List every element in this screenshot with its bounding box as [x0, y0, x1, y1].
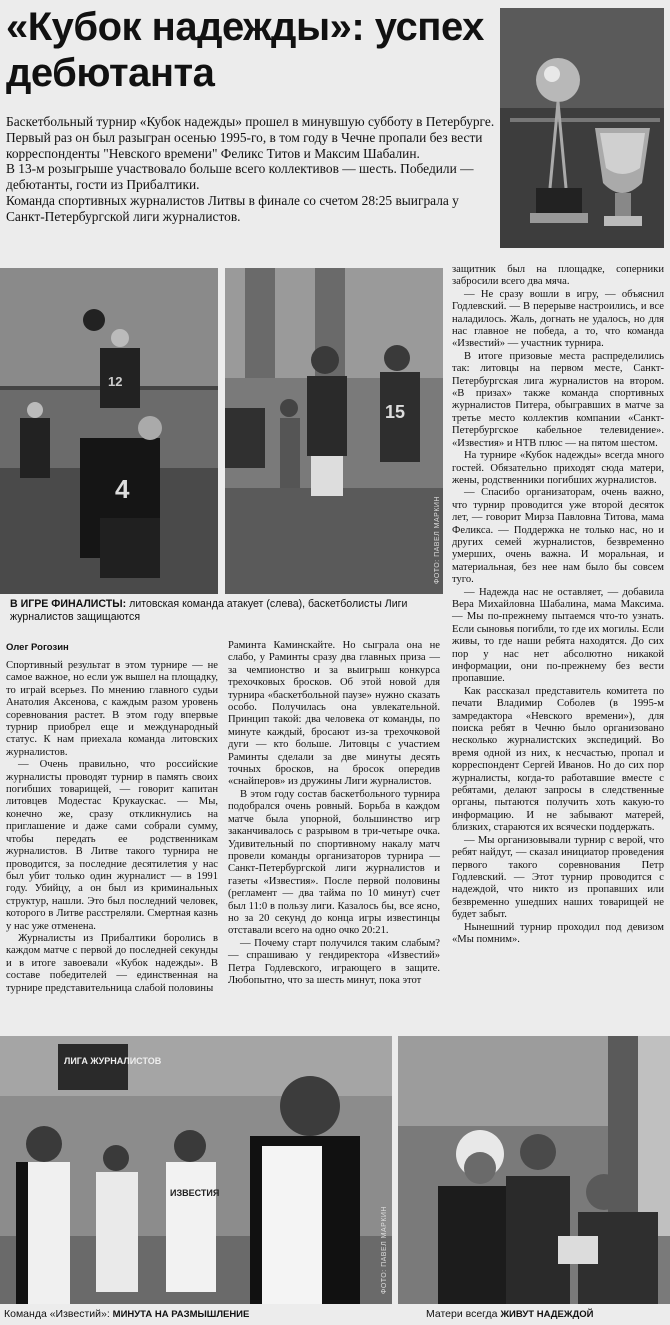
team-caption-highlight: МИНУТА НА РАЗМЫШЛЕНИЕ: [112, 1309, 250, 1320]
trophy-photo: [500, 8, 664, 248]
col2-para-2: В этом году состав баскетбольного турнира подобрался очень ровный. Борьба в каждом матче была упорной, большинство игр заканчивалось с разрывом в три-четыре очка. Удивительный по спортивному накалу матч провели команды организаторов турнира — Санкт-Петербургской лиги журналистов и газеты «Известия». После первой половины (регламент — два тайма по 10 минут) счет был 11:0 в пользу лиги. Казалось бы, все ясно, но за 20 секунд до конца игры известинцы отставали всего на одно очко 20:21.: [228, 788, 440, 937]
col3-para-2: — Не сразу вошли в игру, — объяснил Годлевский. — В перерыве настроились, и все наладилось. Жаль, догнать не удалось, но для нас главное не победа, а то, что команда «Известий» — участник турнира.: [452, 288, 664, 350]
banner-text: ЛИГА ЖУРНАЛИСТОВ: [64, 1056, 162, 1066]
lead-text-2: В 13-м розыгрыше участвовало больше всего коллективов — шесть. Победили — дебютанты, гости из Прибалтики.: [6, 161, 474, 193]
trophy-illustration: [500, 8, 664, 248]
caption-highlight: В ИГРЕ ФИНАЛИСТЫ:: [10, 598, 127, 610]
mothers-caption-highlight: ЖИВУТ НАДЕЖДОЙ: [500, 1309, 594, 1320]
col1-para-1: Спортивный результат в этом турнире — не самое важное, но если уж вышел на площадку, то играй всерьез. По мнению главного судьи Анатолия Аксенова, с каждым разом уровень соревнования растет. В этом году впервые турнир приобрел еще и международный статус. К нам приехала команда литовских журналистов.: [6, 660, 218, 758]
photo-caption: [10, 598, 440, 623]
mothers-photo-caption: [426, 1308, 593, 1320]
caption-text: литовская команда атакует (слева), баскетболисты Лиги журналистов защищаются: [10, 598, 408, 623]
byline: Олег Рогозин: [6, 642, 69, 653]
jersey-number-15: 15: [385, 402, 406, 422]
lead-text-1: Баскетбольный турнир «Кубок надежды» прошел в минувшую субботу в Петербурге. Первый раз он был разыгран осенью 1995-го, в том году в Чечне пропали без вести корреспонденты "Невского времени" Феликс Титов и Максим Шабалин.: [6, 114, 495, 161]
col3-para-9: Нынешний турнир проходил под девизом «Мы помним».: [452, 921, 664, 945]
col3-para-1: защитник был на площадке, соперники забросили всего два мяча.: [452, 264, 664, 288]
jersey-text: ИЗВЕСТИЯ: [170, 1188, 220, 1198]
headline: «Кубок надежды»: успех дебютанта: [6, 5, 484, 95]
col2-para-1: Раминта Каминскайте. Но сыграла она не слабо, у Раминты сразу два главных приза — за чемпионство и за выигрыш конкурса трехочковых бросков. Об этой новой для турнира «баскетбольной паузе» нужно сказать особо. Получилась она увлекательной. Принцип такой: два человека от команды, по минуте каждый, бросают из-за трехочковой дуги — кто больше. Литовцы с участием Раминты сделали за две минуты десять точных бросков, на бросок опередив «снайперов» из дружины Лиги журналистов.: [228, 640, 440, 788]
team-photo-caption: [4, 1308, 249, 1320]
team-photo: [0, 1036, 392, 1304]
basketball-photo-right: [225, 268, 443, 594]
col3-para-6: — Надежда нас не оставляет, — добавила Вера Михайловна Шабалина, мама Максима. — Мы по-прежнему пытаемся что-то узнать. Если сыновья погибли, то где их могилы. Если живы, то где наши ребята находятся. До сих пор у нас нет абсолютно никакой информации, они по-прежнему без вести пропавшие.: [452, 586, 664, 685]
team-caption-normal: Команда «Известий»:: [4, 1308, 110, 1320]
jersey-number-12: 12: [108, 374, 123, 389]
photo-credit: ФОТО: ПАВЕЛ МАРКИН: [434, 496, 441, 584]
article-column-1: [6, 660, 218, 995]
col3-para-8: — Мы организовывали турнир с верой, что ребят найдут, — сказал инициатор проведения первого такого соревнования Петр Годлевский. — Этот турнир проводится с надеждой, что никто из пропавших или безвременно ушедших наших товарищей не будет забыт.: [452, 834, 664, 921]
article-column-3: [452, 264, 664, 946]
jersey-number-4: 4: [115, 474, 130, 504]
col3-para-4: На турнире «Кубок надежды» всегда много гостей. Обязательно приходят сюда матери, жены, родственники погибших журналистов.: [452, 450, 664, 486]
lead-paragraph: [6, 114, 496, 225]
lead-text-3: Команда спортивных журналистов Литвы в финале со счетом 28:25 выиграла у Санкт-Петербургской лиги журналистов.: [6, 192, 459, 224]
article-column-2: [228, 640, 440, 987]
col1-para-2: — Очень правильно, что российские журналисты проводят турнир в память своих погибших товарищей, — говорит капитан литовцев Модестас Крукаускас. — Мы, конечно же, сразу откликнулись на приглашение и даже сами собрали сумму, чтобы передать ее родственникам журналистов. В Литве такого турнира не проводится, за последние десятилетия у нас был убит только один журналист — в 1991 году. Убийцу, а он был из криминальных структур, нашли. Это был последний человек, которого в Литве расстреляли. Смертная казнь у нас уже отменена.: [6, 759, 218, 932]
col3-para-7: Как рассказал представитель комитета по печати Владимир Соболев (в 1995-м замредактора «Невского времени»), для поиска ребят в Чечню было организовано несколько журналистских экспедиций. Во время одной из них, к несчастью, пропал и корреспондент Сергей Иванов. Но до сих пор журналисты, когда-то работавшие вместе с ребятами, делают запросы в следственные органы, пытаются получить хоть какую-то информацию. И не забывают матерей, близких, стараются их всячески поддержать.: [452, 685, 664, 834]
mothers-photo: [398, 1036, 670, 1304]
col2-para-3: — Почему старт получился таким слабым? — спрашиваю у гендиректора «Известий» Петра Годлевского, играющего в защите. Любопытно, что за шесть минут, пока этот: [228, 937, 440, 986]
col1-para-3: Журналисты из Прибалтики боролись в каждом матче с первой до последней секунды и в итоге завоевали «Кубок надежды». В составе победителей — единственная на турнире представительница слабой половины: [6, 932, 218, 994]
mothers-caption-normal: Матери всегда: [426, 1308, 498, 1320]
basketball-photo-left: [0, 268, 218, 594]
col3-para-3: В итоге призовые места распределились так: литовцы на первом месте, Санкт-Петербургская лига журналистов на втором. «В призах» также команда спортивных журналистов Питера, обыгравших в матче за третье место коллектив компании «Санкт-Петербургское кабельное телевидение». «Известия» и НТВ плюс — на пятом шестом.: [452, 350, 664, 449]
col3-para-5: — Спасибо организаторам, очень важно, что турнир проводится уже второй десяток лет, — говорит Мирза Павловна Титова, мама Феликса. — Поддержка не только нас, но и других семей журналистов, безвременно умерших, очень важна. И моральная, и материальная, без нее нам было бы совсем туго.: [452, 487, 664, 586]
photo-credit-bottom: ФОТО: ПАВЕЛ МАРКИН: [381, 1206, 388, 1294]
